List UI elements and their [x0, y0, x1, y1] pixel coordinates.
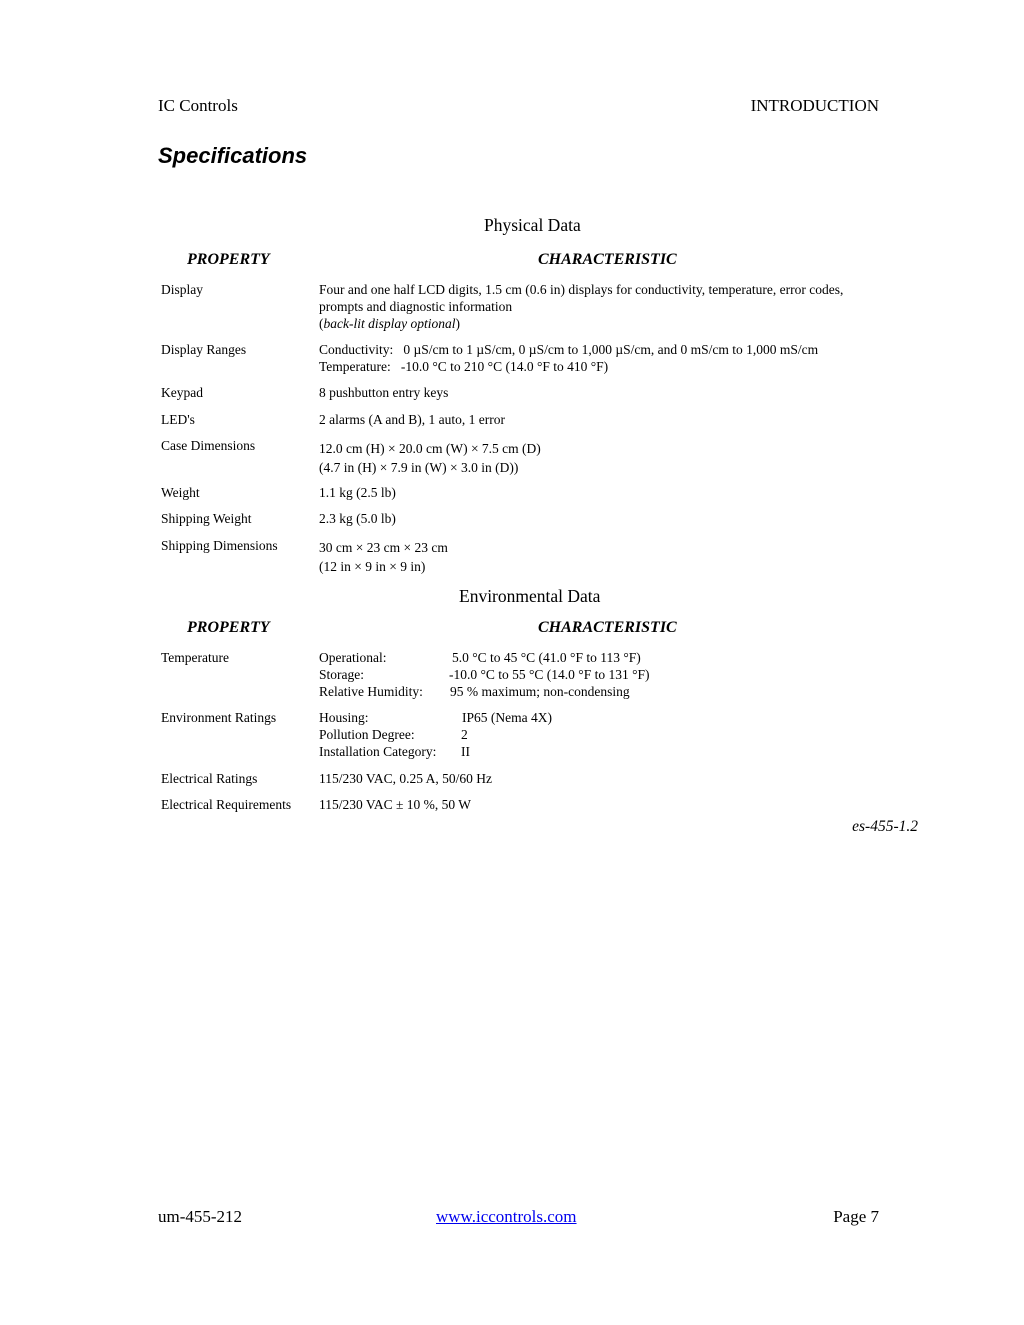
- page-title: Specifications: [158, 143, 308, 168]
- temp-humidity-value: 95 % maximum; non-condensing: [450, 684, 630, 699]
- property-electrical-ratings: Electrical Ratings: [161, 771, 258, 786]
- temp-storage-value: -10.0 °C to 55 °C (14.0 °F to 131 °F): [449, 667, 650, 682]
- ship-dim-line-2: (12 in × 9 in × 9 in): [319, 559, 426, 574]
- characteristic-weight: 1.1 kg (2.5 lb): [319, 485, 396, 500]
- header-company: IC Controls: [158, 96, 238, 115]
- footer-doc-number: um-455-212: [158, 1207, 243, 1226]
- property-environment-ratings: Environment Ratings: [161, 710, 277, 725]
- paren-close: ): [455, 316, 460, 331]
- case-line-2: (4.7 in (H) × 7.9 in (W) × 3.0 in (D)): [319, 460, 519, 475]
- environmental-col-property: PROPERTY: [187, 619, 270, 636]
- property-weight: Weight: [161, 485, 200, 500]
- housing-label: Housing:: [319, 710, 369, 725]
- property-shipping-dimensions: Shipping Dimensions: [161, 538, 278, 553]
- characteristic-electrical-ratings: 115/230 VAC, 0.25 A, 50/60 Hz: [319, 771, 493, 786]
- ranges-line-1: Conductivity: 0 µS/cm to 1 µS/cm, 0 µS/cm to 1,000 µS/cm, and 0 mS/cm to 1,000 mS/cm: [319, 342, 819, 357]
- temp-operational-value: 5.0 °C to 45 °C (41.0 °F to 113 °F): [452, 650, 641, 665]
- install-value: II: [461, 744, 470, 759]
- property-electrical-requirements: Electrical Requirements: [161, 797, 292, 812]
- temp-humidity-label: Relative Humidity:: [319, 684, 423, 699]
- physical-data-title: Physical Data: [484, 215, 581, 235]
- display-line-3: [319, 315, 843, 332]
- characteristic-shipping-dimensions: [319, 538, 448, 576]
- housing-value: IP65 (Nema 4X): [462, 710, 552, 725]
- install-label: Installation Category:: [319, 744, 437, 759]
- ship-dim-line-1: 30 cm × 23 cm × 23 cm: [319, 540, 448, 555]
- header-section: INTRODUCTION: [750, 96, 879, 115]
- display-line-1: Four and one half LCD digits, 1.5 cm (0.6 in) displays for conductivity, temperature, error codes,: [319, 282, 844, 297]
- property-keypad: Keypad: [161, 385, 203, 400]
- property-case-dimensions: Case Dimensions: [161, 438, 256, 453]
- characteristic-display: [319, 281, 843, 332]
- characteristic-keypad: 8 pushbutton entry keys: [319, 385, 449, 400]
- characteristic-shipping-weight: 2.3 kg (5.0 lb): [319, 511, 396, 526]
- temp-storage-label: Storage:: [319, 667, 364, 682]
- property-temperature: Temperature: [161, 650, 230, 665]
- pollution-value: 2: [461, 727, 468, 742]
- characteristic-electrical-requirements: 115/230 VAC ± 10 %, 50 W: [319, 797, 472, 812]
- footer-page-number: Page 7: [833, 1207, 879, 1226]
- paren-open: (: [319, 316, 324, 331]
- characteristic-case-dimensions: [319, 439, 541, 477]
- temp-operational-label: Operational:: [319, 650, 387, 665]
- physical-col-property: PROPERTY: [187, 251, 270, 268]
- pollution-label: Pollution Degree:: [319, 727, 415, 742]
- property-display-ranges: Display Ranges: [161, 342, 247, 357]
- ranges-line-2: Temperature: -10.0 °C to 210 °C (14.0 °F to 410 °F): [319, 359, 609, 374]
- property-display: Display: [161, 282, 203, 297]
- backlit-note: back-lit display optional: [323, 316, 456, 331]
- environmental-col-characteristic: CHARACTERISTIC: [538, 619, 677, 636]
- characteristic-display-ranges: [319, 341, 818, 375]
- characteristic-leds: 2 alarms (A and B), 1 auto, 1 error: [319, 412, 505, 427]
- footer-website-link[interactable]: www.iccontrols.com: [436, 1207, 577, 1226]
- case-line-1: 12.0 cm (H) × 20.0 cm (W) × 7.5 cm (D): [319, 441, 541, 456]
- property-shipping-weight: Shipping Weight: [161, 511, 252, 526]
- environmental-data-title: Environmental Data: [459, 586, 601, 606]
- doc-reference: es-455-1.2: [852, 818, 918, 835]
- property-leds: LED's: [161, 412, 195, 427]
- physical-col-characteristic: CHARACTERISTIC: [538, 251, 677, 268]
- display-line-2: prompts and diagnostic information: [319, 299, 513, 314]
